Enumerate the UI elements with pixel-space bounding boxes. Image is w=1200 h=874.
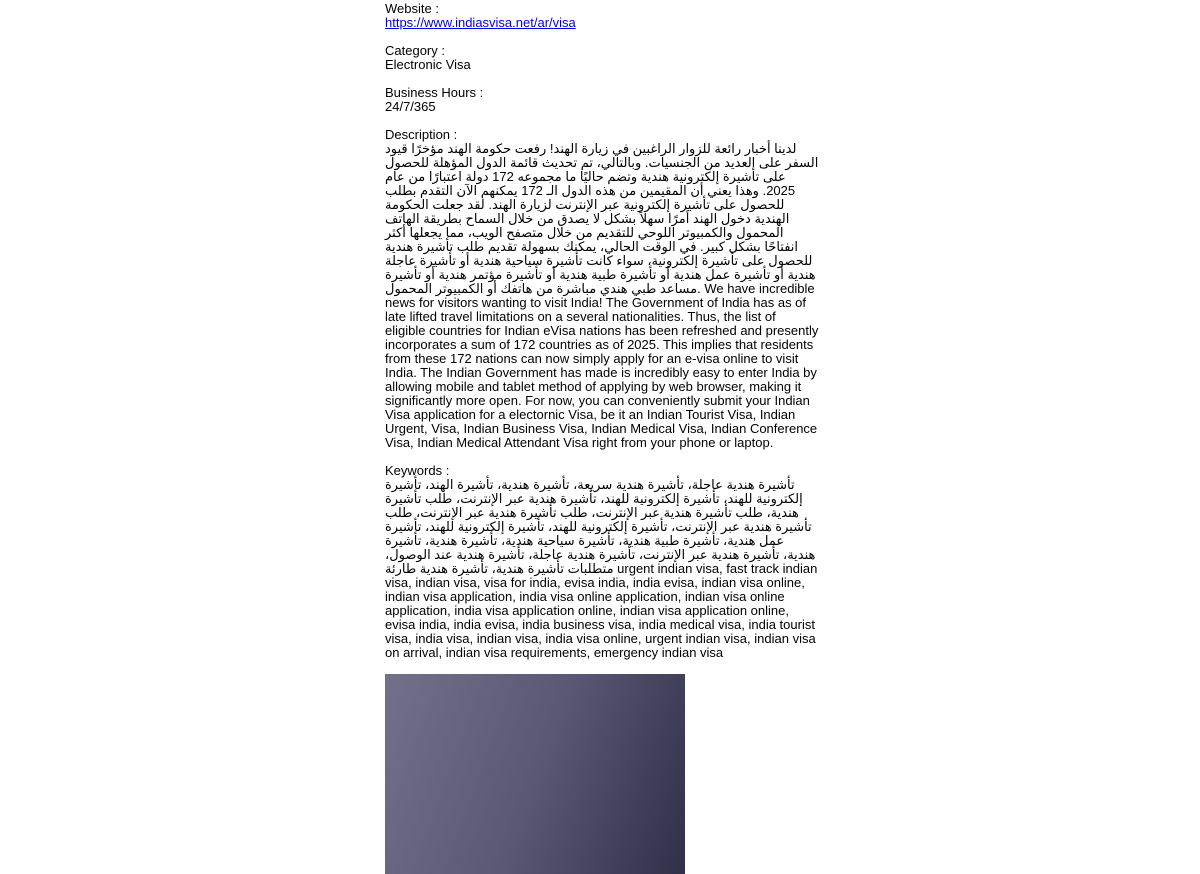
listing-detail-panel: [385, 2, 819, 874]
description-section: [385, 128, 819, 450]
business-hours-label: Business Hours :: [385, 85, 484, 100]
keywords-text: تأشيرة هندية عاجلة، تأشيرة هندية سريعة، تأشيرة هندية، تأشيرة الهند، تأشيرة إلكترونية للهند، تأشيرة إلكترونية للهند، تأشيرة هندية عبر الإنترنت، طلب تأشيرة هندية، طلب تأشيرة هندية عبر الإنترنت، طلب تأشيرة هندية عبر الإنترنت، طلب تأشيرة هندية عبر الإنترنت، تأشيرة إلكترونية للهند، تأشيرة إلكترونية للهند، تأشيرة عمل هندية، تأشيرة طبية هندية، تأشيرة سياحية هندية، تأشيرة هندية، تأشيرة هندية، تأشيرة هندية عبر الإنترنت، تأشيرة هندية عاجلة، تأشيرة هندية عند الوصول، متطلبات تأشيرة هندية، تأشيرة هندية طارئة urgent indian visa, fast track indian visa, indian visa, visa for india, evisa india, india evisa, indian visa online, indian visa application, india visa online application, indian visa online application, india visa application online, indian visa application online, evisa india, india evisa, india business visa, india medical visa, india tourist visa, india visa, indian visa, india visa online, urgent indian visa, indian visa on arrival, indian visa requirements, emergency indian visa: [385, 477, 818, 660]
website-link[interactable]: https://www.indiasvisa.net/ar/visa: [385, 15, 576, 30]
keywords-section: [385, 464, 819, 660]
category-label: Category :: [385, 43, 445, 58]
keywords-label: Keywords :: [385, 463, 450, 478]
description-text: لدينا أخبار رائعة للزوار الراغبين في زيارة الهند! رفعت حكومة الهند مؤخرًا قيود السفر على العديد من الجنسيات. وبالتالي، تم تحديث قائمة الدول المؤهلة للحصول على تأشيرة إلكترونية هندية وتضم حاليًا ما مجموعه 172 دولة اعتبارًا من عام 2025. وهذا يعني أن المقيمين من هذه الدول الـ 172 يمكنهم الآن التقدم بطلب للحصول على تأشيرة إلكترونية عبر الإنترنت لزيارة الهند. لقد جعلت الحكومة الهندية دخول الهند أمرًا سهلاً بشكل لا يصدق من خلال السماح بطريقة الهاتف المحمول والكمبيوتر اللوحي للتقديم من خلال متصفح الويب، مما يجعلها أكثر انفتاحًا بشكل كبير. في الوقت الحالي، يمكنك بسهولة تقديم طلب تأشيرة هندية للحصول على تأشيرة إلكترونية، سواء كانت تأشيرة سياحية هندية أو تأشيرة عاجلة هندية أو تأشيرة عمل هندية أو تأشيرة طبية هندية أو تأشيرة مؤتمر هندية أو تأشيرة مساعد طبي هندي مباشرة من هاتفك أو الكمبيوتر المحمول. We have incredible news for visitors wanting to visit India! The Government of India has as of late lifted travel limitations on a several nationalities. Thus, the list of eligible countries for Indian eVisa nations has been refreshed and presently incorporates a sum of 172 countries as of 2025. This implies that residents from these 172 nations can now simply apply for an e-visa online to visit India. The Indian Government has made is incredibly easy to enter India by allowing mobile and tablet method of applying by web browser, making it significantly more open. For now, you can conveniently submit your Indian Visa application for a electornic Visa, be it an Indian Tourist Visa, Indian Urgent, Visa, Indian Business Visa, Indian Medical Visa, Indian Conference Visa, Indian Medical Attendant Visa right from your phone or laptop.: [385, 141, 819, 450]
category-section: [385, 44, 819, 72]
business-hours-section: [385, 86, 819, 114]
website-value: [385, 16, 819, 30]
website-section: [385, 2, 819, 30]
category-value: Electronic Visa: [385, 57, 471, 72]
listing-photo: [385, 674, 685, 874]
website-label: Website :: [385, 1, 439, 16]
business-hours-value: 24/7/365: [385, 99, 436, 114]
description-label: Description :: [385, 127, 458, 142]
